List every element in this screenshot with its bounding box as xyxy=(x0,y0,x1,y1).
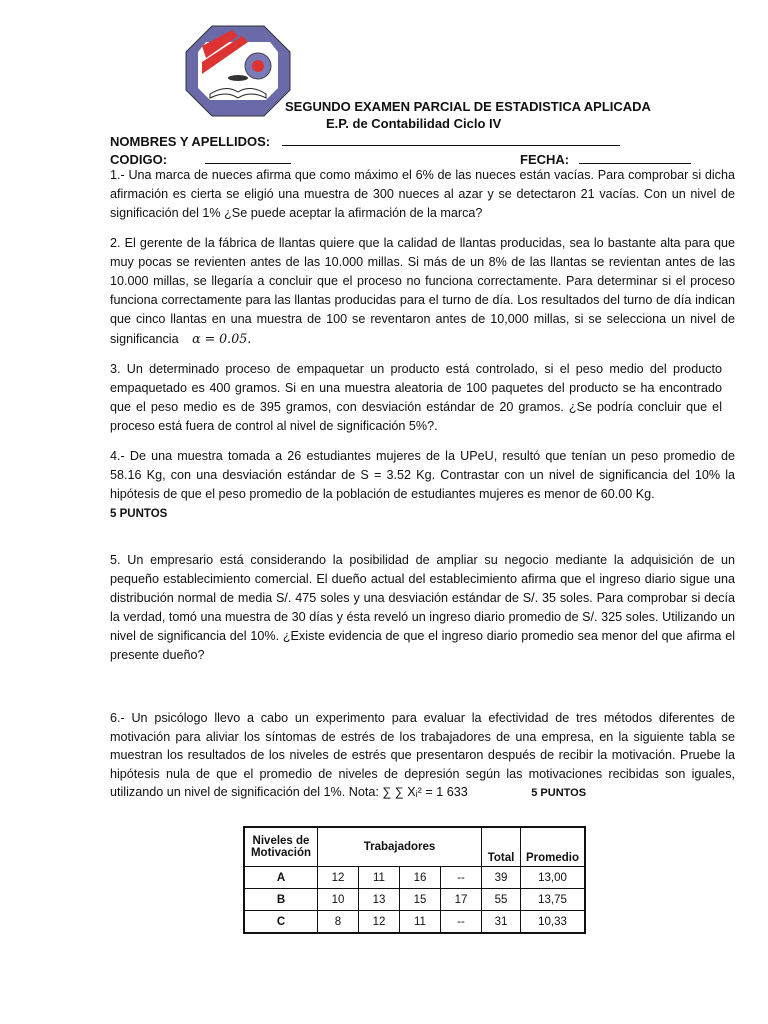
question-6 xyxy=(110,709,735,803)
cell: 8 xyxy=(318,911,359,934)
code-blank[interactable] xyxy=(205,151,291,164)
cell: 12 xyxy=(359,911,400,934)
cell: 13 xyxy=(359,889,400,911)
table-row xyxy=(244,889,585,911)
date-label: FECHA: xyxy=(520,152,570,167)
question-5: 5. Un empresario está considerando la posibilidad de ampliar su negocio mediante la adquisición de un pequeño establecimiento comercial. El dueño actual del establecimiento afirma que el ingreso diario sigue una distribución normal de media S/. 475 soles y una desviación estándar de S/. 35 soles. Para comprobar si decía la verdad, tomó una muestra de 30 días y ésta reveló un ingreso diario promedio de S/. 325 soles. Utilizando un nivel de significancia del 10%. ¿Existe evidencia de que el ingreso diario promedio sea menor del que afirma el presente dueño? xyxy=(110,553,735,662)
code-label: CODIGO: xyxy=(110,152,168,167)
question-4-points: 5 PUNTOS xyxy=(110,508,168,520)
cell-promedio: 10,33 xyxy=(521,911,586,934)
cell: 15 xyxy=(400,889,441,911)
name-blank[interactable] xyxy=(282,133,620,146)
cell: 11 xyxy=(359,867,400,889)
question-4 xyxy=(110,447,735,524)
question-6-points: 5 PUNTOS xyxy=(531,787,587,799)
header-promedio: Promedio xyxy=(521,827,586,867)
code-field xyxy=(110,151,291,167)
date-field xyxy=(520,151,691,167)
university-logo xyxy=(182,22,294,120)
table-header-row xyxy=(244,827,585,867)
cell: 11 xyxy=(400,911,441,934)
cell-total: 55 xyxy=(482,889,521,911)
question-3: 3. Un determinado proceso de empaquetar un producto está controlado, si el peso medio del producto empaquetado es 400 gramos. Si en una muestra aleatoria de 100 paquetes del producto se ha encontrado que el peso medio es de 395 gramos, con desviación estándar de 20 gramos. ¿Se podría concluir que el proceso está fuera de control al nivel de significación 5%?. xyxy=(110,362,722,433)
question-2 xyxy=(110,234,735,349)
cell: -- xyxy=(441,911,482,934)
cell-promedio: 13,00 xyxy=(521,867,586,889)
header-total: Total xyxy=(482,827,521,867)
motivation-table xyxy=(243,826,586,934)
exam-subtitle: E.P. de Contabilidad Ciclo IV xyxy=(326,116,502,131)
cell: 17 xyxy=(441,889,482,911)
cell: 12 xyxy=(318,867,359,889)
question-4-text: 4.- De una muestra tomada a 26 estudiantes mujeres de la UPeU, resultó que tenían un peso promedio de 58.16 Kg, con una desviación estándar de S = 3.52 Kg. Contrastar con un nivel de significancia del 10% la hipótesis de que el peso promedio de la población de estudiantes mujeres es menor de 60.00 Kg. xyxy=(110,449,735,501)
cell: 16 xyxy=(400,867,441,889)
header-niveles: Niveles de Motivación xyxy=(244,827,318,867)
header-trabajadores: Trabajadores xyxy=(318,827,482,867)
row-label: A xyxy=(244,867,318,889)
date-blank[interactable] xyxy=(579,151,691,164)
question-6-text: 6.- Un psicólogo llevo a cabo un experimento para evaluar la efectividad de tres métodos diferentes de motivación para aliviar los síntomas de estrés de los trabajadores de una empresa, en la siguiente tabla se muestran los resultados de los niveles de estrés que presentaron después de recibir la motivación. Pruebe la hipótesis nula de que el promedio de niveles de depresión según las motivaciones recibidas son iguales, utilizando un nivel de significación del 1%. Nota: ∑ ∑ Xᵢ² = 1 633 xyxy=(110,711,735,799)
row-label: C xyxy=(244,911,318,934)
cell-total: 31 xyxy=(482,911,521,934)
cell-total: 39 xyxy=(482,867,521,889)
exam-title: SEGUNDO EXAMEN PARCIAL DE ESTADISTICA APLICADA xyxy=(285,99,651,114)
question-1: 1.- Una marca de nueces afirma que como máximo el 6% de las nueces están vacías. Para comprobar si dicha afirmación es cierta se eligió una muestra de 300 nueces al azar y se detectaron 21 vacías. Con un nivel de significación del 1% ¿Se puede aceptar la afirmación de la marca? xyxy=(110,168,735,220)
cell: -- xyxy=(441,867,482,889)
cell: 10 xyxy=(318,889,359,911)
row-label: B xyxy=(244,889,318,911)
table-row xyxy=(244,911,585,934)
cell-promedio: 13,75 xyxy=(521,889,586,911)
name-field xyxy=(110,133,620,149)
question-2-text: 2. El gerente de la fábrica de llantas quiere que la calidad de llantas producidas, sea lo bastante alta para que muy pocas se revienten antes de las 10.000 millas. Si más de un 8% de las llantas se revientan antes de las 10.000 millas, se llegaría a concluir que el proceso no funciona correctamente. Para determinar si el proceso funciona correctamente para las llantas producidas para el turno de día. Los resultados del turno de día indican que cinco llantas en una muestra de 100 se reventaron antes de 10,000 millas, si se selecciona un nivel de significancia xyxy=(110,236,735,346)
name-label: NOMBRES Y APELLIDOS: xyxy=(110,134,271,149)
table-row xyxy=(244,867,585,889)
alpha-value: α = 0.05. xyxy=(192,331,252,346)
